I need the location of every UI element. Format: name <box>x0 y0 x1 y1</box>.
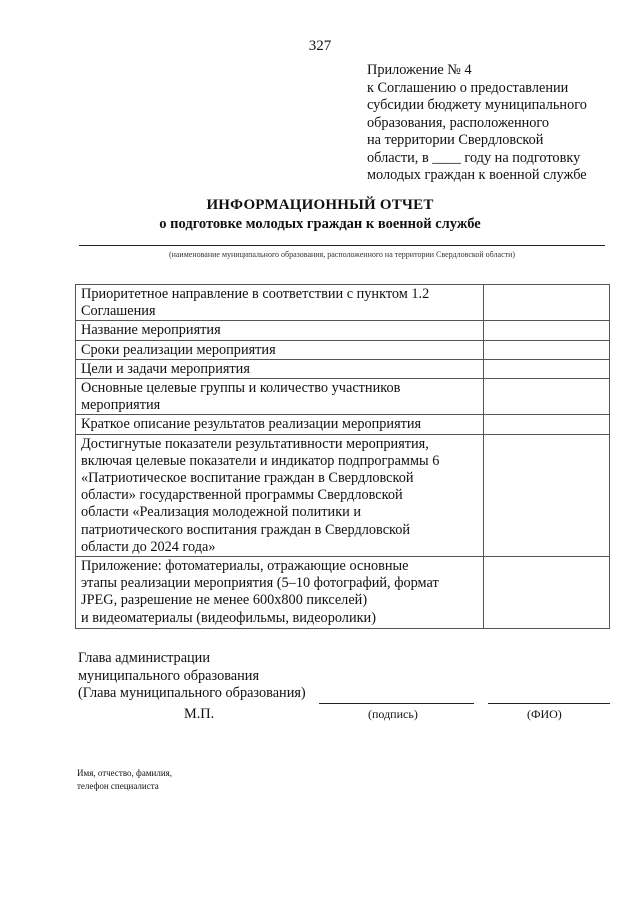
row-value-cell[interactable] <box>484 557 610 629</box>
row-label <box>76 359 484 378</box>
row-value-cell[interactable] <box>484 434 610 556</box>
row-label-line: области «Реализация молодежной политики и <box>81 504 362 521</box>
fio-caption: (ФИО) <box>527 707 562 721</box>
row-label <box>76 285 484 321</box>
table-row <box>76 340 610 359</box>
appendix-line: субсидии бюджету муниципального <box>367 97 587 113</box>
row-label <box>76 340 484 359</box>
table-row <box>76 434 610 556</box>
row-label-line: и видеоматериалы (видеофильмы, видеоролики) <box>81 609 376 626</box>
row-label-line: мероприятия <box>81 397 161 414</box>
row-label <box>76 434 484 556</box>
row-label-line: «Патриотическое воспитание граждан в Свердловской <box>81 470 414 487</box>
appendix-line: Приложение № 4 <box>367 62 472 78</box>
row-label <box>76 415 484 434</box>
stamp-label: М.П. <box>184 706 215 722</box>
report-subtitle: о подготовке молодых граждан к военной службе <box>159 216 481 232</box>
appendix-line: на территории Свердловской <box>367 132 544 148</box>
signature-line-text: (Глава муниципального образования) <box>78 685 306 701</box>
row-label-line: включая целевые показатели и индикатор подпрограммы 6 <box>81 452 440 469</box>
row-value-cell[interactable] <box>484 285 610 321</box>
row-label-line: этапы реализации мероприятия (5–10 фотографий, формат <box>81 575 439 592</box>
row-label-line: JPEG, разрешение не менее 600х800 пикселей) <box>81 592 368 609</box>
appendix-line: молодых граждан к военной службе <box>367 167 587 183</box>
row-label-line: области до 2024 года» <box>81 538 216 555</box>
report-table <box>75 284 610 629</box>
fio-field[interactable] <box>488 703 610 704</box>
row-label-line: Краткое описание результатов реализации мероприятия <box>81 416 422 433</box>
appendix-line: к Соглашению о предоставлении <box>367 79 569 96</box>
appendix-line: области, в ____ году на подготовку <box>367 149 581 166</box>
row-value-cell[interactable] <box>484 321 610 340</box>
appendix-header <box>367 62 637 185</box>
table-row <box>76 321 610 340</box>
appendix-line: образования, расположенного <box>367 114 550 131</box>
signature-line-text: Глава администрации <box>78 650 210 666</box>
signature-caption: (подпись) <box>368 707 418 721</box>
row-label <box>76 379 484 415</box>
signature-line-text: муниципального образования <box>78 667 260 684</box>
row-label <box>76 321 484 340</box>
table-row <box>76 285 610 321</box>
row-value-cell[interactable] <box>484 340 610 359</box>
row-value-cell[interactable] <box>484 415 610 434</box>
row-label-line: Приложение: фотоматериалы, отражающие основные <box>81 558 409 575</box>
table-row <box>76 557 610 629</box>
row-label-line: патриотического воспитания граждан в Свердловской <box>81 521 411 538</box>
row-label-line: Соглашения <box>81 303 156 320</box>
row-label-line: Название мероприятия <box>81 322 221 339</box>
table-row <box>76 415 610 434</box>
row-label <box>76 557 484 629</box>
specialist-contact <box>77 767 172 792</box>
page-number: 327 <box>308 38 332 54</box>
row-value-cell[interactable] <box>484 379 610 415</box>
report-title: ИНФОРМАЦИОННЫЙ ОТЧЕТ <box>206 197 434 213</box>
municipality-name-line[interactable] <box>79 245 605 246</box>
signature-block <box>78 650 306 703</box>
row-value-cell[interactable] <box>484 359 610 378</box>
contact-line: Имя, отчество, фамилия, <box>77 768 173 778</box>
municipality-name-caption: (наименование муниципального образования, расположенного на территории Свердловской области) <box>168 250 516 259</box>
table-row <box>76 359 610 378</box>
row-label-line: Основные целевые группы и количество участников <box>81 380 401 397</box>
row-label-line: Достигнутые показатели результативности мероприятия, <box>81 435 429 452</box>
contact-line: телефон специалиста <box>77 780 159 791</box>
row-label-line: Сроки реализации мероприятия <box>81 341 276 358</box>
row-label-line: Цели и задачи мероприятия <box>81 360 250 377</box>
table-row <box>76 379 610 415</box>
signature-field[interactable] <box>319 703 474 704</box>
row-label-line: Приоритетное направление в соответствии с пунктом 1.2 <box>81 286 430 302</box>
row-label-line: области» государственной программы Свердловской <box>81 487 403 504</box>
